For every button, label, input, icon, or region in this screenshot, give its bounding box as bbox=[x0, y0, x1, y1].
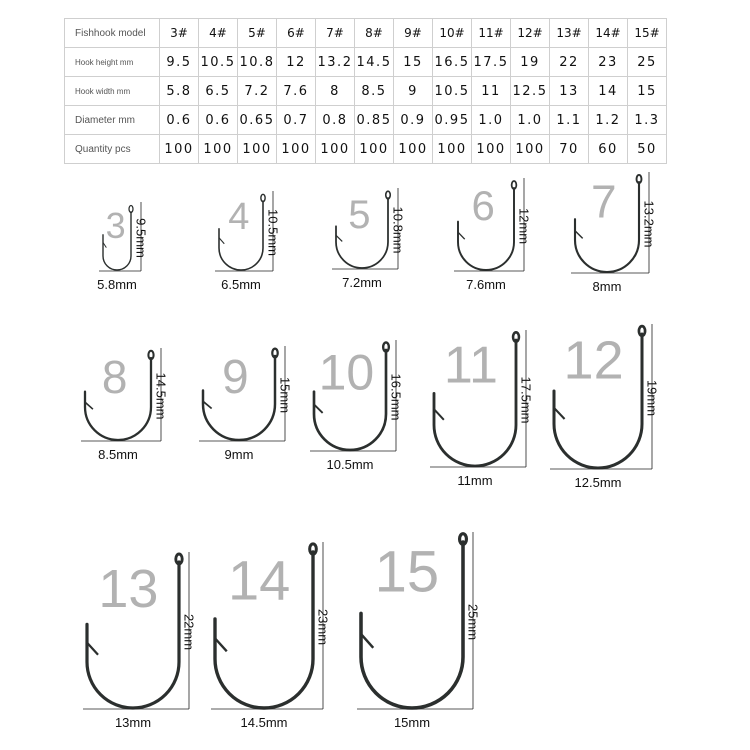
header-cell: 9# bbox=[394, 19, 433, 48]
hook-barb bbox=[87, 643, 98, 655]
size-number: 7 bbox=[591, 175, 617, 228]
height-label: 15mm bbox=[277, 376, 293, 414]
table-cell: 100 bbox=[316, 135, 355, 164]
table-cell: 1.1 bbox=[550, 106, 589, 135]
header-cell: 13# bbox=[550, 19, 589, 48]
table-cell: 0.8 bbox=[316, 106, 355, 135]
header-cell: 11# bbox=[472, 19, 511, 48]
table-cell: 50 bbox=[628, 135, 667, 164]
row-label: Quantity pcs bbox=[65, 135, 160, 164]
table-cell: 60 bbox=[589, 135, 628, 164]
header-cell: 4# bbox=[199, 19, 238, 48]
table-cell: 13.2 bbox=[316, 48, 355, 77]
table-cell: 7.6 bbox=[277, 77, 316, 106]
hook-barb bbox=[361, 634, 373, 648]
hook-15 bbox=[357, 532, 480, 730]
width-label: 9mm bbox=[224, 447, 254, 462]
height-label: 22mm bbox=[181, 613, 197, 651]
table-cell: 100 bbox=[511, 135, 550, 164]
height-label: 17.5mm bbox=[518, 376, 534, 424]
table-cell: 10.5 bbox=[199, 48, 238, 77]
table-cell: 10.5 bbox=[433, 77, 472, 106]
hook-12 bbox=[550, 324, 659, 490]
hook-14 bbox=[211, 542, 330, 730]
table-cell: 17.5 bbox=[472, 48, 511, 77]
size-number: 8 bbox=[101, 351, 128, 404]
size-number: 3 bbox=[105, 204, 126, 246]
header-cell: 15# bbox=[628, 19, 667, 48]
table-cell: 8.5 bbox=[355, 77, 394, 106]
header-cell: 8# bbox=[355, 19, 394, 48]
hook-7 bbox=[571, 172, 656, 294]
row-label: Hook height mm bbox=[65, 48, 160, 77]
row-label: Hook width mm bbox=[65, 77, 160, 106]
header-cell: 14# bbox=[589, 19, 628, 48]
table-cell: 100 bbox=[277, 135, 316, 164]
hook-13 bbox=[83, 552, 196, 730]
header-cell: 6# bbox=[277, 19, 316, 48]
table-cell: 13 bbox=[550, 77, 589, 106]
row-label: Diameter mm bbox=[65, 106, 160, 135]
header-cell: 5# bbox=[238, 19, 277, 48]
width-label: 13mm bbox=[114, 715, 152, 730]
height-label: 14.5mm bbox=[153, 372, 169, 420]
hook-barb bbox=[554, 408, 565, 419]
table-cell: 12.5 bbox=[511, 77, 550, 106]
width-label: 14.5mm bbox=[240, 715, 288, 730]
table-cell: 5.8 bbox=[160, 77, 199, 106]
width-label: 8.5mm bbox=[98, 447, 138, 462]
table-cell: 12 bbox=[277, 48, 316, 77]
table-cell: 22 bbox=[550, 48, 589, 77]
hook-barb bbox=[575, 231, 583, 239]
size-number: 10 bbox=[318, 344, 375, 401]
table-cell: 100 bbox=[199, 135, 238, 164]
size-number: 12 bbox=[563, 330, 624, 391]
size-number: 11 bbox=[443, 336, 498, 395]
hook-8 bbox=[81, 348, 168, 462]
table-cell: 9 bbox=[394, 77, 433, 106]
width-label: 11mm bbox=[457, 473, 493, 488]
table-cell: 14 bbox=[589, 77, 628, 106]
table-cell: 11 bbox=[472, 77, 511, 106]
size-number: 4 bbox=[228, 196, 250, 239]
table-cell: 100 bbox=[355, 135, 394, 164]
width-label: 7.2mm bbox=[342, 275, 382, 290]
hook-6 bbox=[454, 178, 531, 292]
hook-5 bbox=[332, 188, 405, 290]
width-label: 7.6mm bbox=[466, 277, 506, 292]
height-label: 12mm bbox=[516, 207, 532, 245]
header-cell: 3# bbox=[160, 19, 199, 48]
size-number: 15 bbox=[374, 539, 440, 605]
hook-3 bbox=[97, 202, 148, 292]
hook-9 bbox=[199, 346, 292, 462]
table-cell: 8 bbox=[316, 77, 355, 106]
header-cell: 7# bbox=[316, 19, 355, 48]
width-label: 12.5mm bbox=[574, 475, 622, 490]
table-cell: 70 bbox=[550, 135, 589, 164]
table-cell: 0.6 bbox=[160, 106, 199, 135]
height-label: 19mm bbox=[644, 379, 660, 417]
width-label: 5.8mm bbox=[97, 277, 137, 292]
hook-eye bbox=[460, 534, 467, 545]
hook-barb bbox=[219, 238, 224, 244]
size-number: 13 bbox=[98, 559, 159, 620]
table-cell: 15 bbox=[394, 48, 433, 77]
table-cell: 1.3 bbox=[628, 106, 667, 135]
height-label: 9.5mm bbox=[133, 218, 149, 258]
width-label: 8mm bbox=[592, 279, 622, 294]
height-label: 10.8mm bbox=[390, 206, 406, 254]
table-cell: 0.95 bbox=[433, 106, 472, 135]
hook-4 bbox=[215, 191, 280, 292]
header-cell: 10# bbox=[433, 19, 472, 48]
table-cell: 16.5 bbox=[433, 48, 472, 77]
table-cell: 10.8 bbox=[238, 48, 277, 77]
table-cell: 0.7 bbox=[277, 106, 316, 135]
table-cell: 100 bbox=[472, 135, 511, 164]
table-cell: 15 bbox=[628, 77, 667, 106]
table-cell: 0.85 bbox=[355, 106, 394, 135]
table-cell: 1.2 bbox=[589, 106, 628, 135]
size-number: 6 bbox=[471, 182, 495, 230]
header-label: Fishhook model bbox=[65, 19, 160, 48]
width-label: 10.5mm bbox=[326, 457, 374, 472]
table-cell: 100 bbox=[433, 135, 472, 164]
width-label: 15mm bbox=[393, 715, 431, 730]
table-cell: 23 bbox=[589, 48, 628, 77]
table-cell: 6.5 bbox=[199, 77, 238, 106]
height-label: 10.5mm bbox=[265, 209, 281, 256]
hook-barb bbox=[85, 402, 93, 409]
table-cell: 1.0 bbox=[511, 106, 550, 135]
table-cell: 1.0 bbox=[472, 106, 511, 135]
hook-barb bbox=[434, 409, 444, 420]
height-label: 23mm bbox=[315, 608, 331, 646]
table-cell: 25 bbox=[628, 48, 667, 77]
size-number: 9 bbox=[222, 350, 249, 404]
table-cell: 100 bbox=[394, 135, 433, 164]
height-label: 16.5mm bbox=[388, 373, 404, 421]
hook-11 bbox=[430, 330, 533, 488]
table-cell: 7.2 bbox=[238, 77, 277, 106]
hook-barb bbox=[336, 235, 342, 241]
table-cell: 0.9 bbox=[394, 106, 433, 135]
table-cell: 9.5 bbox=[160, 48, 199, 77]
height-label: 25mm bbox=[465, 603, 481, 641]
hook-barb bbox=[215, 638, 227, 651]
table-cell: 100 bbox=[238, 135, 277, 164]
size-number: 14 bbox=[227, 548, 291, 612]
table-cell: 0.65 bbox=[238, 106, 277, 135]
table-cell: 19 bbox=[511, 48, 550, 77]
table-cell: 0.6 bbox=[199, 106, 238, 135]
hook-barb bbox=[458, 232, 465, 239]
header-cell: 12# bbox=[511, 19, 550, 48]
size-number: 5 bbox=[348, 192, 371, 237]
table-cell: 14.5 bbox=[355, 48, 394, 77]
width-label: 6.5mm bbox=[221, 277, 261, 292]
table-cell: 100 bbox=[160, 135, 199, 164]
height-label: 13.2mm bbox=[641, 200, 657, 248]
hook-10 bbox=[310, 340, 403, 472]
